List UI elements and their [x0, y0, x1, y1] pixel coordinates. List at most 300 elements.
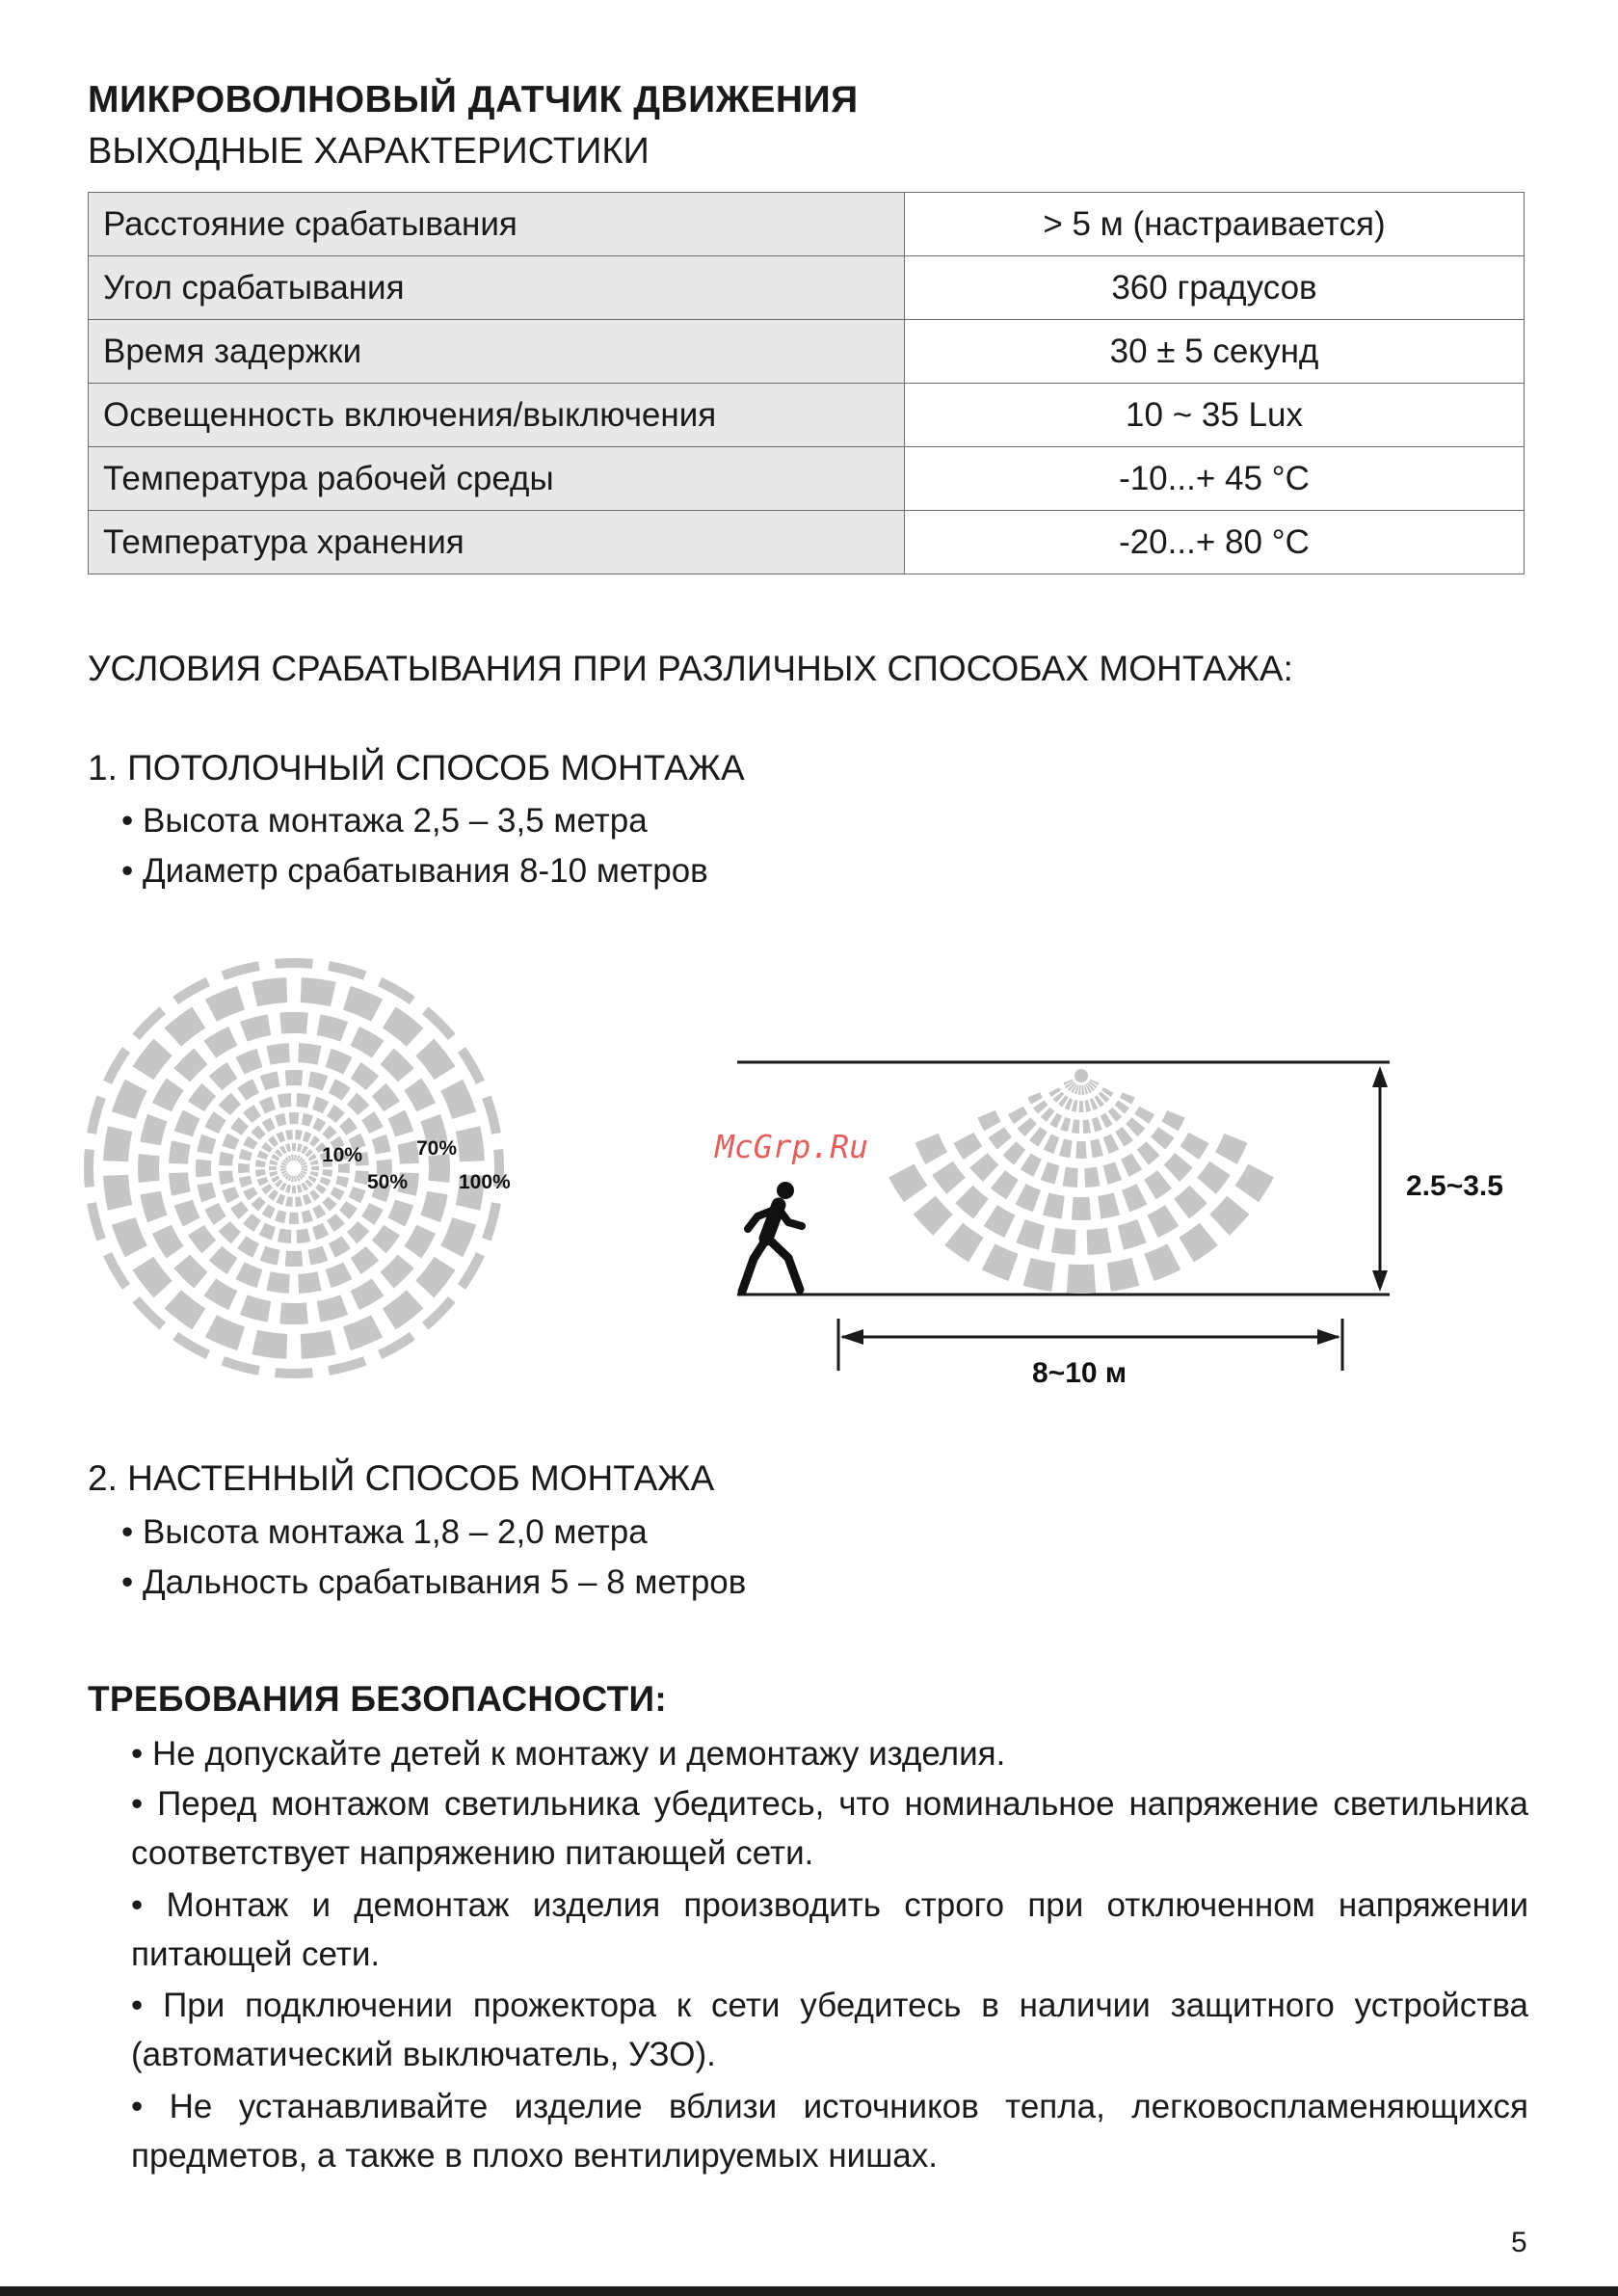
- spec-value: 30 ± 5 секунд: [905, 320, 1525, 384]
- detection-zone-segment: [944, 1223, 983, 1263]
- detection-zone-segment: [1084, 1167, 1100, 1188]
- detection-zone-segment: [219, 1152, 234, 1166]
- detection-zone-segment: [257, 1150, 269, 1160]
- detection-zone-segment: [1016, 1219, 1045, 1250]
- detection-zone-segment: [1027, 1092, 1043, 1104]
- percent-10-label: 10%: [322, 1144, 363, 1166]
- detection-zone-segment: [196, 1160, 211, 1178]
- detection-zone-segment: [328, 1356, 366, 1375]
- detection-zone-segment: [1060, 1117, 1071, 1132]
- detection-zone-segment: [415, 1039, 455, 1081]
- detection-zone-segment: [1002, 1141, 1025, 1164]
- detection-zone-segment: [326, 1049, 353, 1075]
- detection-zone-segment: [252, 1330, 287, 1359]
- detection-zone-segment: [1107, 1258, 1140, 1292]
- detection-zone-segment: [132, 1006, 166, 1040]
- detection-zone-segment: [1235, 1164, 1274, 1203]
- detection-zone-segment: [1121, 1154, 1142, 1177]
- detection-zone-segment: [1092, 1117, 1102, 1132]
- detection-zone-segment: [328, 961, 366, 980]
- detection-zone-segment: [297, 1228, 311, 1243]
- spec-label: Угол срабатывания: [89, 256, 905, 320]
- detection-zone-segment: [301, 977, 336, 1006]
- detection-zone-segment: [103, 1252, 130, 1290]
- detection-zone-segment: [103, 1126, 132, 1161]
- detection-zone-segment: [152, 1225, 184, 1259]
- detection-zone-segment: [279, 1302, 308, 1324]
- spec-label: Освещенность включения/выключения: [89, 384, 905, 447]
- detection-zone-segment: [204, 1203, 225, 1225]
- detection-zone-segment: [1043, 1192, 1065, 1218]
- spec-label: Температура хранения: [89, 511, 905, 574]
- detection-zone-segment: [112, 1217, 147, 1257]
- detection-zone-segment: [219, 1171, 234, 1186]
- detection-zone-segment: [222, 961, 260, 980]
- detection-zone-segment: [383, 1290, 424, 1329]
- detection-zone-segment: [372, 1083, 400, 1112]
- detection-zone-segment: [361, 1203, 383, 1225]
- detection-zone-segment: [255, 1169, 266, 1177]
- wall-bullet: • Высота монтажа 1,8 – 2,0 метра: [121, 1513, 648, 1551]
- detection-zone-segment: [103, 1175, 132, 1211]
- detection-zone-segment: [239, 1176, 252, 1188]
- detection-zone-segment: [1029, 1127, 1048, 1147]
- detection-zone-segment: [915, 1134, 947, 1164]
- detection-zone-segment: [172, 977, 210, 1004]
- detection-zone-segment: [378, 977, 415, 1004]
- detection-zone-segment: [294, 1176, 297, 1182]
- detection-zone-segment: [1072, 1100, 1078, 1112]
- detection-zone-segment: [204, 1278, 238, 1310]
- detection-zone-segment: [1209, 1196, 1249, 1236]
- detection-zone-segment: [932, 1161, 966, 1194]
- bottom-rule: [0, 2286, 1618, 2296]
- detection-zone-segment: [204, 1111, 225, 1134]
- arrow-left-icon: [840, 1329, 863, 1345]
- detection-zone-segment: [238, 1163, 250, 1174]
- detection-zone-segment: [230, 1117, 249, 1135]
- detection-zone-segment: [297, 1185, 303, 1193]
- detection-zone-segment: [372, 1225, 400, 1254]
- safety-title: ТРЕБОВАНИЯ БЕЗОПАСНОСТИ:: [88, 1679, 667, 1719]
- detection-zone-segment: [351, 1246, 380, 1274]
- detection-zone-segment: [984, 1205, 1016, 1238]
- detection-zone-segment: [317, 1295, 348, 1322]
- detection-zone-segment: [301, 1330, 336, 1359]
- detection-zone-segment: [84, 1149, 94, 1188]
- detection-zone-segment: [243, 1105, 261, 1123]
- walking-person-icon: [742, 1182, 802, 1292]
- arrow-up-icon: [1372, 1066, 1388, 1087]
- detection-zone-segment: [308, 1071, 329, 1090]
- detection-zone-segment: [309, 1135, 320, 1147]
- detection-zone-segment: [322, 1125, 336, 1139]
- detection-zone-segment: [294, 1155, 297, 1161]
- detection-zone-segment: [335, 1176, 349, 1188]
- detection-zone-segment: [269, 1160, 278, 1165]
- detection-zone-segment: [285, 1196, 293, 1207]
- detection-zone-segment: [351, 1278, 385, 1310]
- detection-zone-segment: [269, 1171, 278, 1177]
- detection-zone-segment: [381, 1048, 414, 1081]
- detection-zone-segment: [235, 1049, 262, 1075]
- page-title: МИКРОВОЛНОВЫЙ ДАТЧИК ДВИЖЕНИЯ: [88, 79, 859, 120]
- detection-zone-segment: [172, 1332, 210, 1359]
- detection-zone-segment: [969, 1153, 998, 1182]
- safety-item: • Не устанавливайте изделие вблизи источников тепла, легковоспламеняющихся предметов, а также в плохо вентилируемых нишах.: [131, 2088, 1528, 2175]
- detection-zone-segment: [404, 1225, 436, 1259]
- detection-zone-segment: [259, 1097, 276, 1114]
- detection-zone-segment: [308, 1246, 329, 1266]
- detection-zone-segment: [219, 1221, 241, 1243]
- detection-zone-segment: [440, 1080, 476, 1119]
- detection-zone-segment: [303, 1132, 312, 1143]
- detection-zone-segment: [322, 1169, 332, 1177]
- detection-zone-segment: [205, 1315, 245, 1350]
- detection-zone-segment: [278, 1093, 292, 1108]
- spec-label: Температура рабочей среды: [89, 447, 905, 511]
- detection-zone-segment: [257, 1177, 269, 1187]
- detection-zone-segment: [1063, 1167, 1078, 1188]
- detection-zone-segment: [280, 1168, 286, 1171]
- detection-zone-segment: [456, 1126, 485, 1161]
- detection-zone-segment: [1101, 1113, 1113, 1129]
- detection-zone-segment: [1018, 1117, 1037, 1136]
- detection-zone-segment: [188, 1225, 216, 1254]
- detection-zone-segment: [259, 1223, 276, 1241]
- detection-zone-segment: [351, 1027, 385, 1058]
- detection-zone-segment: [1041, 1161, 1060, 1184]
- sensor-icon: [1074, 1069, 1088, 1082]
- detection-zone-segment: [387, 1109, 413, 1136]
- detection-zone-segment: [292, 1186, 297, 1193]
- detection-zone-segment: [275, 958, 313, 969]
- detection-zone-segment: [1174, 1186, 1207, 1219]
- detection-zone-segment: [289, 1213, 300, 1224]
- detection-zone-segment: [285, 1070, 304, 1085]
- arrow-right-icon: [1317, 1329, 1340, 1345]
- detection-zone-segment: [169, 1172, 191, 1195]
- detection-zone-segment: [240, 1295, 271, 1322]
- detection-zone-segment: [1134, 1107, 1154, 1124]
- detection-zone-segment: [280, 1165, 286, 1168]
- detection-zone-segment: [260, 1071, 280, 1090]
- percent-50-label: 50%: [367, 1171, 409, 1193]
- detection-zone-segment: [404, 1079, 436, 1112]
- detection-zone-segment: [197, 1135, 216, 1155]
- detection-zone-segment: [251, 1125, 265, 1139]
- detection-zone-segment: [422, 1296, 456, 1330]
- height-label: 2.5~3.5: [1406, 1170, 1503, 1202]
- detection-zone-segment: [343, 986, 383, 1022]
- percent-70-label: 70%: [416, 1137, 458, 1160]
- detection-zone-segment: [275, 1368, 313, 1378]
- detection-zone-segment: [329, 1079, 351, 1100]
- detection-zone-segment: [165, 1007, 206, 1047]
- detection-zone-segment: [275, 1210, 286, 1223]
- detection-zone-segment: [312, 1117, 326, 1132]
- detection-zone-segment: [415, 1257, 455, 1298]
- detection-zone-segment: [1137, 1141, 1160, 1164]
- detection-zone-segment: [361, 1111, 383, 1134]
- detection-zone-segment: [278, 1228, 292, 1243]
- detection-zone-segment: [458, 1252, 485, 1290]
- detection-zone-segment: [1049, 1113, 1062, 1129]
- detection-zone-segment: [302, 1165, 307, 1168]
- detection-zone-segment: [209, 1062, 238, 1090]
- detection-zone-segment: [312, 1097, 329, 1114]
- detection-zone-segment: [169, 1140, 191, 1163]
- detection-zone-segment: [1059, 1139, 1073, 1159]
- wall-bullet: • Дальность срабатывания 5 – 8 метров: [121, 1563, 747, 1601]
- detection-zone-segment: [204, 1027, 238, 1058]
- detection-zone-segment: [326, 1262, 353, 1288]
- safety-item: • Не допускайте детей к монтажу и демонтажу изделия.: [131, 1735, 1006, 1773]
- detection-zone-segment: [1197, 1161, 1231, 1194]
- detection-zone-segment: [310, 1160, 319, 1165]
- detection-zone-segment: [275, 1113, 286, 1127]
- detection-zone-segment: [302, 1210, 313, 1223]
- detection-zone-segment: [991, 1170, 1019, 1199]
- detection-zone-segment: [329, 1236, 351, 1257]
- detection-zone-segment: [240, 1014, 271, 1041]
- detection-zone-segment: [230, 1201, 249, 1219]
- spec-label: Расстояние срабатывания: [89, 193, 905, 256]
- detection-zone-segment: [1098, 1192, 1120, 1218]
- detection-zone-segment: [174, 1200, 200, 1227]
- detection-zone-segment: [372, 1135, 391, 1155]
- detection-zone-segment: [320, 1177, 332, 1187]
- detection-zone-segment: [291, 1176, 294, 1182]
- detection-zone-segment: [289, 1112, 300, 1124]
- detection-zone-segment: [1085, 1100, 1092, 1112]
- detection-zone-segment: [331, 1187, 345, 1200]
- detection-zone-segment: [133, 1039, 172, 1081]
- detection-zone-segment: [269, 1166, 277, 1171]
- ceiling-mount-title: 1. ПОТОЛОЧНЫЙ СПОСОБ МОНТАЖА: [88, 748, 745, 788]
- detection-zone-segment: [1016, 1184, 1041, 1212]
- side-detection-pattern: [889, 1080, 1274, 1294]
- safety-item: • Перед монтажом светильника убедитесь, что номинальное напряжение светильника соответствует напряжению питающей сети.: [131, 1785, 1528, 1872]
- detection-zone-segment: [440, 1217, 476, 1257]
- page-subtitle: ВЫХОДНЫЕ ХАРАКТЕРИСТИКИ: [88, 131, 650, 172]
- detection-zone-segment: [243, 1214, 261, 1232]
- detection-zone-segment: [268, 1135, 279, 1147]
- detection-zone-segment: [322, 1196, 336, 1211]
- detection-zone-segment: [351, 1062, 380, 1090]
- spec-value: -10...+ 45 °C: [905, 447, 1525, 511]
- detection-zone-segment: [285, 1143, 291, 1152]
- detection-zone-segment: [87, 1096, 106, 1135]
- ceiling-bullet: • Диаметр срабатывания 8-10 метров: [121, 852, 708, 890]
- detection-zone-segment: [237, 1079, 259, 1100]
- detection-zone-segment: [260, 1246, 280, 1266]
- detection-zone-segment: [239, 1149, 252, 1161]
- detection-zone-segment: [262, 1117, 276, 1132]
- detection-zone-segment: [1179, 1223, 1217, 1263]
- detection-zone-segment: [1072, 1197, 1091, 1220]
- detection-zone-segment: [112, 1080, 147, 1119]
- detection-zone-segment: [953, 1133, 982, 1160]
- detection-zone-segment: [1147, 1205, 1179, 1238]
- detection-zone-segment: [103, 1047, 130, 1084]
- detection-zone-segment: [1164, 1153, 1193, 1182]
- detection-zone-segment: [132, 1296, 166, 1330]
- detection-zone-segment: [298, 1043, 321, 1065]
- detection-zone-segment: [188, 1083, 216, 1112]
- detection-zone-segment: [347, 1093, 369, 1115]
- detection-zone-segment: [87, 1202, 106, 1241]
- detection-zone-segment: [327, 1105, 345, 1123]
- conditions-heading: УСЛОВИЯ СРАБАТЫВАНИЯ ПРИ РАЗЛИЧНЫХ СПОСОБАХ МОНТАЖА:: [88, 649, 1293, 688]
- detection-zone-segment: [1122, 1184, 1147, 1212]
- spec-value: -20...+ 80 °C: [905, 511, 1525, 574]
- detection-zone-segment: [295, 1130, 303, 1140]
- detection-zone-segment: [315, 1184, 327, 1194]
- detection-zone-segment: [1215, 1134, 1247, 1164]
- detection-zone-segment: [261, 1142, 273, 1153]
- detection-zone-segment: [349, 1187, 366, 1203]
- detection-zone-segment: [279, 1012, 308, 1034]
- detection-zone-segment: [174, 1109, 200, 1136]
- spec-value: 10 ~ 35 Lux: [905, 384, 1525, 447]
- detection-zone-segment: [311, 1166, 319, 1171]
- detection-zone-segment: [243, 1187, 257, 1200]
- detection-zone-segment: [312, 1205, 326, 1219]
- detection-zone-segment: [327, 1214, 345, 1232]
- detection-zone-segment: [1103, 1161, 1123, 1184]
- detection-zone-segment: [1067, 1265, 1096, 1294]
- detection-zone-segment: [378, 1332, 415, 1359]
- detection-zone-segment: [1120, 1092, 1135, 1104]
- detection-zone-segment: [1078, 1101, 1083, 1112]
- detection-zone-segment: [262, 1205, 276, 1219]
- detection-zone-segment: [266, 1271, 289, 1294]
- detection-zone-segment: [955, 1186, 988, 1219]
- detection-zone-segment: [458, 1047, 485, 1084]
- detection-zone-segment: [219, 1093, 241, 1115]
- detection-zone-segment: [387, 1200, 413, 1227]
- detection-zone-segment: [1021, 1154, 1042, 1177]
- ceiling-detection-pattern: [84, 958, 504, 1378]
- detection-zone-segment: [173, 1048, 207, 1081]
- detection-zone-segment: [237, 1236, 259, 1257]
- detection-zone-segment: [251, 1196, 265, 1211]
- detection-zone-segment: [347, 1221, 369, 1243]
- detection-zone-segment: [268, 1189, 279, 1201]
- detection-zone-segment: [297, 1093, 311, 1108]
- detection-zone-segment: [1144, 1243, 1180, 1281]
- detection-zone-segment: [276, 1194, 285, 1206]
- detection-zone-segment: [982, 1243, 1019, 1281]
- detection-zone-segment: [205, 986, 245, 1022]
- detection-zone-segment: [302, 1168, 307, 1171]
- detection-zone-segment: [317, 1014, 348, 1041]
- detection-zone-segment: [1083, 1119, 1091, 1134]
- watermark: McGrp.Ru: [715, 1128, 868, 1165]
- detection-zone-segment: [285, 1251, 304, 1267]
- detection-zone-segment: [1118, 1219, 1147, 1250]
- detection-zone-segment: [1151, 1127, 1174, 1149]
- detection-zone-segment: [1044, 1134, 1060, 1154]
- detection-zone-segment: [383, 1007, 424, 1047]
- detection-zone-segment: [292, 1143, 297, 1151]
- detection-zone-segment: [482, 1096, 501, 1135]
- detection-zone-segment: [302, 1113, 313, 1127]
- detection-zone-segment: [420, 1191, 447, 1222]
- detection-zone-segment: [140, 1114, 167, 1145]
- detection-zone-segment: [1180, 1133, 1209, 1160]
- detection-zone-segment: [209, 1246, 238, 1274]
- width-label: 8~10 м: [1032, 1357, 1127, 1389]
- detection-zone-segment: [309, 1189, 320, 1201]
- detection-zone-segment: [197, 1183, 216, 1203]
- detection-zone-segment: [222, 1356, 260, 1375]
- detection-zone-segment: [291, 1155, 294, 1161]
- detection-zone-segment: [1075, 1141, 1086, 1159]
- detection-zone-segment: [152, 1079, 184, 1112]
- detection-zone-segment: [285, 1130, 293, 1140]
- detection-zone-segment: [138, 1154, 160, 1183]
- detection-zone-segment: [1103, 1134, 1120, 1154]
- detection-zone-segment: [165, 1290, 206, 1329]
- detection-zone-segment: [1090, 1139, 1103, 1159]
- detection-zone-segment: [297, 1143, 303, 1152]
- detection-zone-segment: [343, 1315, 383, 1350]
- detection-zone-segment: [1051, 1228, 1076, 1255]
- detection-zone-segment: [988, 1127, 1011, 1149]
- detection-zone-segment: [298, 1271, 321, 1294]
- arrow-down-icon: [1372, 1270, 1388, 1292]
- detection-zone-segment: [977, 1110, 1000, 1131]
- spec-value: 360 градусов: [905, 256, 1525, 320]
- detection-zone-segment: [252, 977, 287, 1006]
- detection-zone-segment: [889, 1164, 927, 1203]
- detection-zone-segment: [1072, 1119, 1079, 1134]
- detection-zone-segment: [310, 1171, 319, 1177]
- percent-100-label: 100%: [459, 1171, 511, 1193]
- detection-zone-segment: [1087, 1228, 1112, 1255]
- detection-zone-segment: [1008, 1107, 1028, 1124]
- detection-zone-segment: [1115, 1127, 1133, 1147]
- page-number: 5: [1511, 2227, 1527, 2258]
- detection-zone-segment: [235, 1262, 262, 1288]
- detection-zone-segment: [285, 1185, 291, 1193]
- detection-zone-segment: [261, 1184, 273, 1194]
- detection-zone-segment: [339, 1117, 358, 1135]
- wall-mount-title: 2. НАСТЕННЫЙ СПОСОБ МОНТАЖА: [88, 1458, 715, 1498]
- detection-zone-segment: [381, 1255, 414, 1289]
- detection-zone-segment: [133, 1257, 172, 1298]
- detection-zone-segment: [173, 1255, 207, 1289]
- detection-zone-segment: [140, 1191, 167, 1222]
- detection-zone-segment: [1023, 1258, 1056, 1292]
- detection-zone-segment: [266, 1043, 289, 1065]
- ceiling-bullet: • Высота монтажа 2,5 – 3,5 метра: [121, 802, 648, 840]
- detection-zone-segment: [1161, 1110, 1184, 1131]
- detection-zone-segment: [1144, 1170, 1172, 1199]
- detection-zone-segment: [243, 1136, 257, 1150]
- detection-zone-segment: [223, 1187, 240, 1203]
- detection-zone-segment: [255, 1160, 266, 1167]
- spec-label: Время задержки: [89, 320, 905, 384]
- detection-zone-segment: [339, 1201, 358, 1219]
- detection-zone-segment: [295, 1196, 303, 1207]
- safety-item: • При подключении прожектора к сети убедитесь в наличии защитного устройства (автоматический выключатель, УЗО).: [131, 1987, 1528, 2073]
- detection-zone-segment: [276, 1132, 285, 1143]
- detection-zone-segment: [422, 1006, 456, 1040]
- detection-zone-segment: [914, 1196, 953, 1236]
